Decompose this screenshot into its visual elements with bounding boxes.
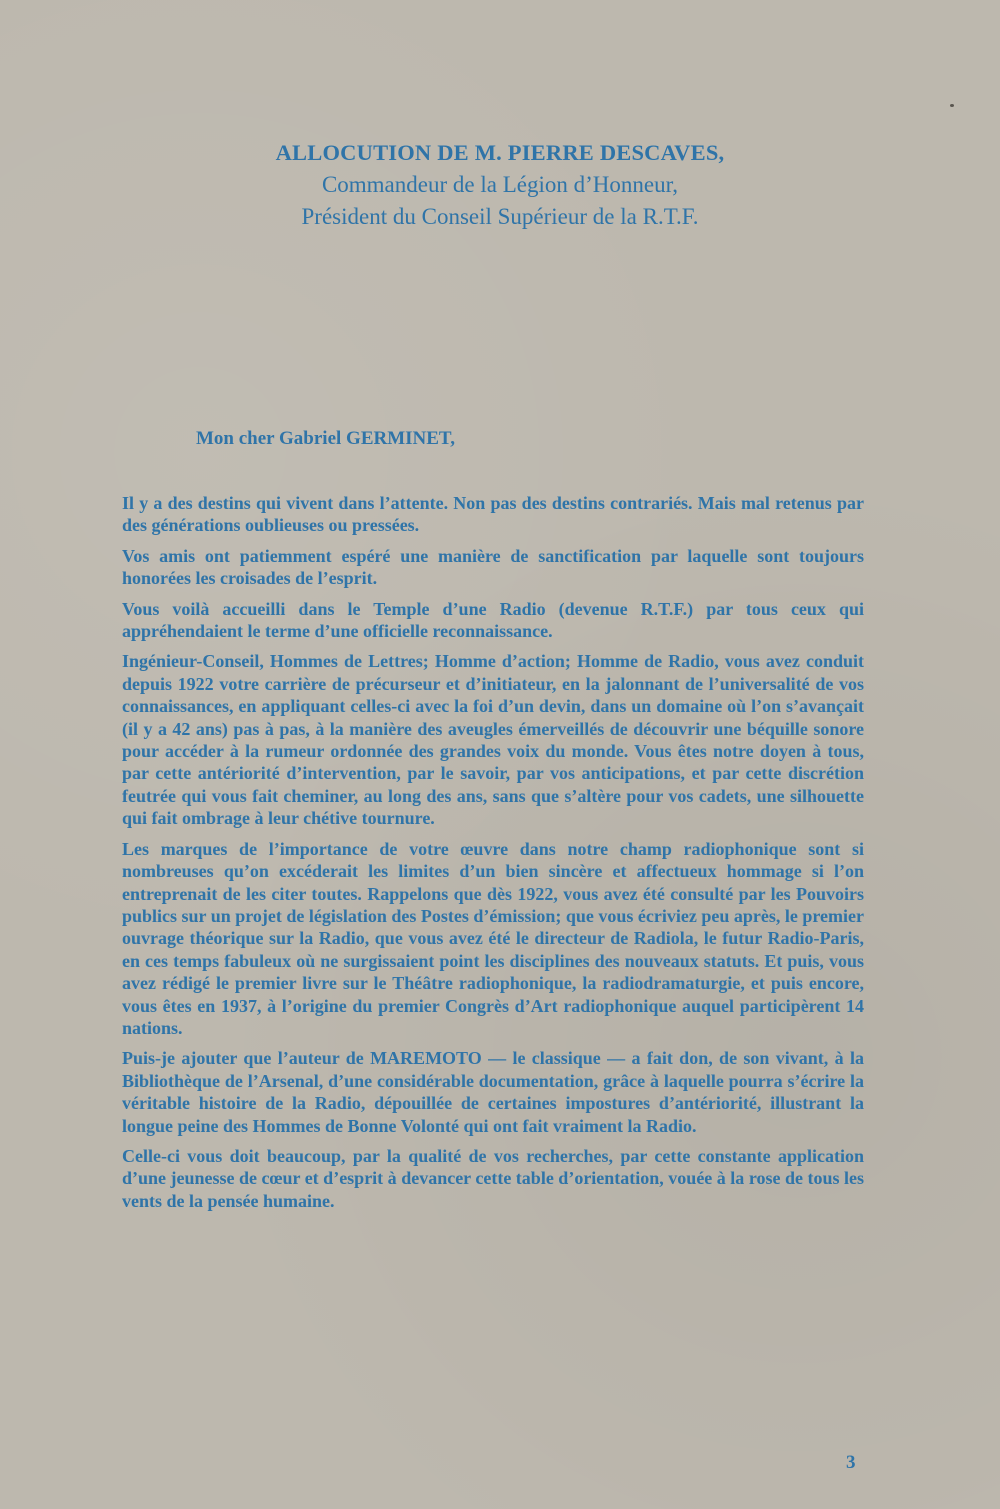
paragraph-2: Vos amis ont patiemment espéré une manière de sanctification par laquelle sont toujours honorées les croisades de l’esprit. — [122, 545, 864, 589]
paragraph-7: Celle-ci vous doit beaucoup, par la qualité de vos recherches, par cette constante application d’une jeunesse de cœur et d’esprit à devancer cette table d’orientation, vouée à la rose de tous les vents de la pensée humaine. — [122, 1145, 864, 1211]
paragraph-5: Les marques de l’importance de votre œuvre dans notre champ radiophonique sont si nombreuses qu’on excéderait les limites d’un bien sincère et affectueux hommage si l’on entreprenait de les citer toutes. Rappelons que dès 1922, vous avez été consulté par les Pouvoirs publics sur un projet de législation des Postes d’émission; que vous écriviez peu après, le premier ouvrage théorique sur la Radio, que vous avez été le directeur de Radiola, le futur Radio-Paris, en ces temps fabuleux où ne surgissaient point les disciplines des nouveaux statuts. Et puis, vous avez rédigé le premier livre sur le Théâtre radiophonique, la radiodramaturgie, et puis encore, vous êtes en 1937, à l’origine du premier Congrès d’Art radiophonique auquel participèrent 14 nations. — [122, 838, 864, 1038]
page-number: 3 — [846, 1452, 856, 1473]
paragraph-4: Ingénieur-Conseil, Hommes de Lettres; Homme d’action; Homme de Radio, vous avez conduit depuis 1922 votre carrière de précurseur et d’initiateur, en la jalonnant de l’universalité de vos connaissances, en appliquant celles-ci avec la foi d’un devin, dans un domaine où l’on s’avançait (il y a 42 ans) pas à pas, à la manière des aveugles émerveillés de découvrir une béquille sonore pour accéder à la rumeur ordonnée des grandes voix du monde. Vous êtes notre doyen à tous, par cette antériorité d’intervention, par le savoir, par vos anticipations, et par cette discrétion feutrée qui vous fait cheminer, au long des ans, sans que s’altère pour vos cadets, une silhouette qui fait ombrage à leur chétive tournure. — [122, 651, 864, 829]
salutation: Mon cher Gabriel GERMINET, — [196, 428, 455, 449]
speech-title: ALLOCUTION DE M. PIERRE DESCAVES, — [275, 140, 725, 165]
speaker-title-line-1: Commandeur de la Légion d’Honneur, — [321, 172, 679, 197]
heading-block — [150, 138, 850, 232]
speech-body — [122, 492, 864, 1220]
paper-speck — [950, 104, 954, 107]
speaker-title-line-2: Président du Conseil Supérieur de la R.T.F. — [301, 204, 699, 229]
paragraph-1: Il y a des destins qui vivent dans l’attente. Non pas des destins contrariés. Mais mal retenus par des générations oublieuses ou pressées. — [122, 493, 864, 536]
paragraph-3: Vous voilà accueilli dans le Temple d’une Radio (devenue R.T.F.) par tous ceux qui appréhendaient le terme d’une officielle reconnaissance. — [122, 598, 864, 642]
paragraph-6: Puis-je ajouter que l’auteur de MAREMOTO — le classique — a fait don, de son vivant, à la Bibliothèque de l’Arsenal, d’une considérable documentation, grâce à laquelle pourra s’écrire la véritable histoire de la Radio, dépouillée de certaines impostures d’antériorité, illustrant la longue peine des Hommes de Bonne Volonté qui ont fait vraiment la Radio. — [122, 1048, 864, 1136]
